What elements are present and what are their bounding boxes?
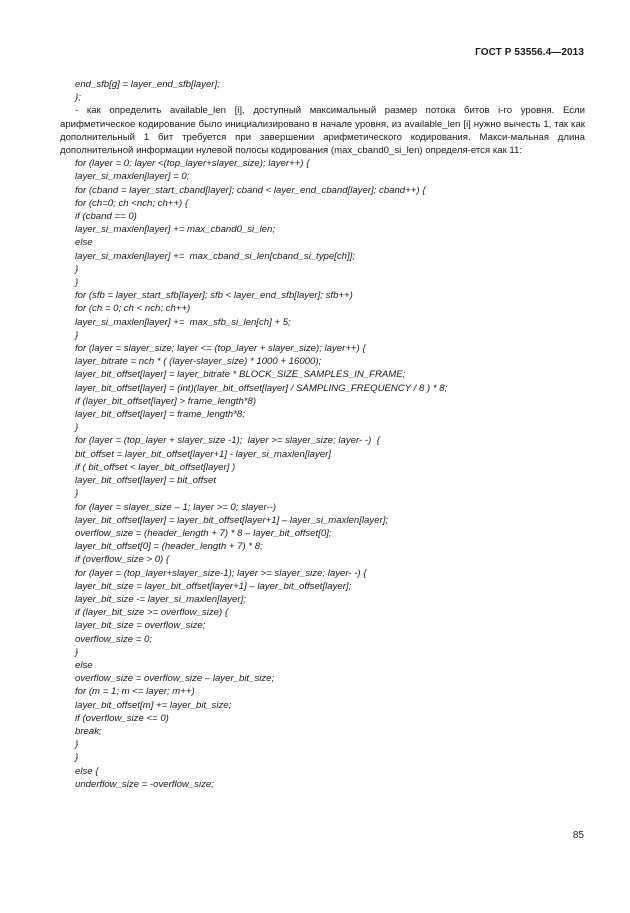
code-line: else xyxy=(75,659,93,671)
code-line: overflow_size = 0; xyxy=(75,633,153,645)
code-line: layer_bitrate = nch * ( (layer-slayer_size) * 1000 + 16000); xyxy=(75,356,322,368)
code-line: for (layer = 0; layer <(top_layer+slayer_size); layer++) { xyxy=(75,158,310,170)
code-line: if (overflow_size <= 0) xyxy=(75,712,169,724)
code-line: for (sfb = layer_start_sfb[layer]; sfb < layer_end_sfb[layer]; sfb++) xyxy=(75,290,353,302)
code-line: layer_si_maxlen[layer] = 0; xyxy=(75,171,190,183)
code-line: } xyxy=(75,739,79,751)
code-line: layer_bit_offset[layer] = layer_bitrate * BLOCK_SIZE_SAMPLES_IN_FRAME; xyxy=(75,369,406,381)
code-line: else xyxy=(75,237,93,249)
document-header: ГОСТ Р 53556.4—2013 xyxy=(475,47,584,58)
code-line: } xyxy=(75,422,79,434)
code-line: for (layer = (top_layer + slayer_size -1); layer >= slayer_size; layer- -) { xyxy=(75,435,380,447)
code-line: layer_bit_offset[m] += layer_bit_size; xyxy=(75,699,232,711)
code-line: } xyxy=(75,329,79,341)
code-line: for (layer = (top_layer+slayer_size-1); layer >= slayer_size; layer- -) { xyxy=(75,567,367,579)
code-line: else { xyxy=(75,765,99,777)
code-line: break; xyxy=(75,725,102,737)
code-line: layer_bit_offset[0] = (header_length + 7) * 8; xyxy=(75,541,263,553)
code-line: for (layer = slayer_size; layer <= (top_layer + slayer_size); layer++) { xyxy=(75,343,366,355)
code-line: layer_bit_offset[layer] = frame_length*8; xyxy=(75,409,245,421)
code-line: layer_bit_size = overflow_size; xyxy=(75,620,206,632)
code-line: } xyxy=(75,488,79,500)
page-body xyxy=(60,78,585,791)
code-line: layer_bit_offset[layer] = bit_offset xyxy=(75,475,217,487)
code-line: } xyxy=(75,277,79,289)
code-line: for (ch=0; ch <nch; ch++) { xyxy=(75,197,189,209)
code-line: for (ch = 0; ch < nch; ch++) xyxy=(75,303,191,315)
code-line: for (cband = layer_start_cband[layer]; cband < layer_end_cband[layer]; cband++) { xyxy=(75,184,426,196)
code-line: layer_si_maxlen[layer] += max_cband0_si_len; xyxy=(75,224,275,236)
paragraph-text: - как определить available_len [i], доступный максимальный размер потока битов i-го уровня. Если арифметическое кодирование было инициализировано в начале уровня, из available_len [i] нужно вычесть 1, так как дополнительный 1 бит требуется при завершении арифметического кодирования. Макси-мальная длина дополнительной информации нулевой полосы кодирования (max_cband0_si_len) определя-ется как 11: xyxy=(60,105,585,157)
code-line: } xyxy=(75,752,79,764)
code-line: underflow_size = -overflow_size; xyxy=(75,778,214,790)
code-line: if (layer_bit_size >= overflow_size) { xyxy=(75,607,229,619)
code-line: if (layer_bit_offset[layer] > frame_length*8) xyxy=(75,395,257,407)
code-line: } xyxy=(75,646,79,658)
code-line: }; xyxy=(75,92,81,104)
code-line: if (overflow_size > 0) { xyxy=(75,554,170,566)
code-line: end_sfb[g] = layer_end_sfb[layer]; xyxy=(75,79,220,90)
code-line: layer_bit_size = layer_bit_offset[layer+1] – layer_bit_offset[layer]; xyxy=(75,580,352,592)
code-line: layer_bit_offset[layer] = layer_bit_offset[layer+1] – layer_si_maxlen[layer]; xyxy=(75,514,389,526)
body-paragraph xyxy=(60,104,585,157)
code-line: if (cband == 0) xyxy=(75,211,137,223)
code-line: overflow_size = (header_length + 7) * 8 – layer_bit_offset[0]; xyxy=(75,527,332,539)
code-line: layer_bit_size -= layer_si_maxlen[layer]; xyxy=(75,593,246,605)
code-line: layer_si_maxlen[layer] += max_sfb_si_len[ch] + 5; xyxy=(75,316,291,328)
code-line: for (m = 1; m <= layer; m++) xyxy=(75,686,195,698)
code-line: bit_offset = layer_bit_offset[layer+1] - layer_si_maxlen[layer] xyxy=(75,448,331,460)
code-block-before xyxy=(60,78,585,104)
code-line: } xyxy=(75,263,79,275)
page-number: 85 xyxy=(572,830,584,841)
code-line: if ( bit_offset < layer_bit_offset[layer] ) xyxy=(75,461,236,473)
code-line: layer_si_maxlen[layer] += max_cband_si_len[cband_si_type[ch]]; xyxy=(75,250,355,262)
code-line: overflow_size = overflow_size – layer_bit_size; xyxy=(75,673,275,685)
code-line: for (layer = slayer_size – 1; layer >= 0; slayer--) xyxy=(75,501,277,513)
code-line: layer_bit_offset[layer] = (int)(layer_bit_offset[layer] / SAMPLING_FREQUENCY / 8 ) * 8; xyxy=(75,382,448,394)
code-block-main xyxy=(60,157,585,791)
